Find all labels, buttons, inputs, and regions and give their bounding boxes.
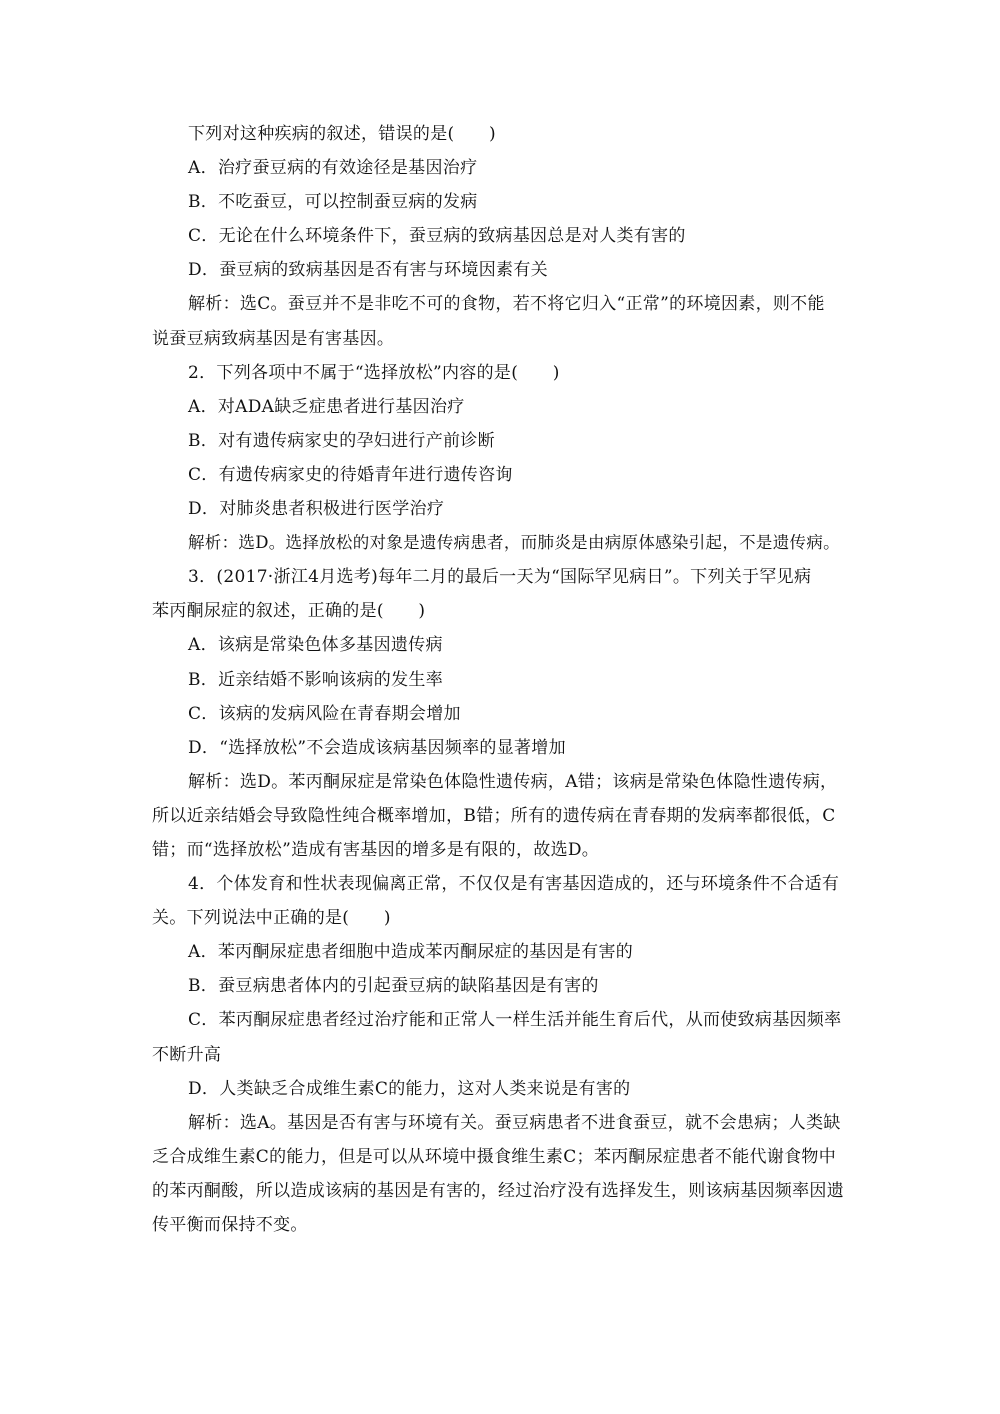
text-line: B．蚕豆病患者体内的引起蚕豆病的缺陷基因是有害的 [188, 976, 599, 997]
text-line: 传平衡而保持不变。 [152, 1215, 308, 1235]
text-line: D．对肺炎患者积极进行医学治疗 [188, 499, 445, 520]
text-line: 说蚕豆病致病基因是有害基因。 [152, 328, 395, 349]
text-line: 解析：选D。苯丙酮尿症是常染色体隐性遗传病，A错；该病是常染色体隐性遗传病， [188, 771, 838, 792]
text-line: 的苯丙酮酸，所以造成该病的基因是有害的，经过治疗没有选择发生，则该病基因频率因遗 [152, 1180, 844, 1201]
text-line: B．对有遗传病家史的孕妇进行产前诊断 [188, 430, 495, 451]
text-line: 下列对这种疾病的叙述，错误的是( ) [188, 124, 496, 144]
text-line: C．有遗传病家史的待婚青年进行遗传咨询 [188, 464, 513, 485]
text-line: D．蚕豆病的致病基因是否有害与环境因素有关 [188, 260, 548, 281]
text-line: C．无论在什么环境条件下，蚕豆病的致病基因总是对人类有害的 [188, 226, 686, 247]
text-line: 所以近亲结婚会导致隐性纯合概率增加，B错；所有的遗传病在青春期的发病率都很低，C [152, 805, 836, 826]
document-body [152, 117, 852, 1242]
text-line: 解析：选D。选择放松的对象是遗传病患者，而肺炎是由病原体感染引起，不是遗传病。 [188, 533, 840, 553]
text-line: 解析：选A。基因是否有害与环境有关。蚕豆病患者不进食蚕豆，就不会患病；人类缺 [188, 1112, 841, 1133]
text-line: B．不吃蚕豆，可以控制蚕豆病的发病 [188, 192, 478, 213]
text-line: A．对ADA缺乏症患者进行基因治疗 [188, 396, 465, 417]
text-line: C．苯丙酮尿症患者经过治疗能和正常人一样生活并能生育后代，从而使致病基因频率 [188, 1010, 842, 1031]
text-line: 关。下列说法中正确的是( ) [152, 908, 391, 929]
text-line: D．“选择放松”不会造成该病基因频率的显著增加 [188, 737, 566, 758]
text-line: 错；而“选择放松”造成有害基因的增多是有限的，故选D。 [152, 839, 600, 860]
text-line: A．治疗蚕豆病的有效途径是基因治疗 [188, 158, 478, 179]
text-line: 4．个体发育和性状表现偏离正常，不仅仅是有害基因造成的，还与环境条件不合适有 [188, 874, 840, 895]
text-line: A．该病是常染色体多基因遗传病 [188, 635, 443, 656]
text-line: A．苯丙酮尿症患者细胞中造成苯丙酮尿症的基因是有害的 [188, 942, 634, 963]
text-line: 乏合成维生素C的能力，但是可以从环境中摄食维生素C；苯丙酮尿症患者不能代谢食物中 [152, 1146, 837, 1167]
text-line: B．近亲结婚不影响该病的发生率 [188, 669, 443, 690]
text-line: D．人类缺乏合成维生素C的能力，这对人类来说是有害的 [188, 1078, 631, 1099]
text-line: 不断升高 [152, 1044, 222, 1065]
text-line: 解析：选C。蚕豆并不是非吃不可的食物，若不将它归入“正常”的环境因素，则不能 [188, 294, 825, 315]
text-line: 2．下列各项中不属于“选择放松”内容的是( ) [188, 362, 560, 383]
text-line: 苯丙酮尿症的叙述，正确的是( ) [152, 601, 426, 622]
text-line: 3．(2017·浙江4月选考)每年二月的最后一天为“国际罕见病日”。下列关于罕见病 [188, 567, 812, 588]
text-line: C．该病的发病风险在青春期会增加 [188, 703, 461, 724]
